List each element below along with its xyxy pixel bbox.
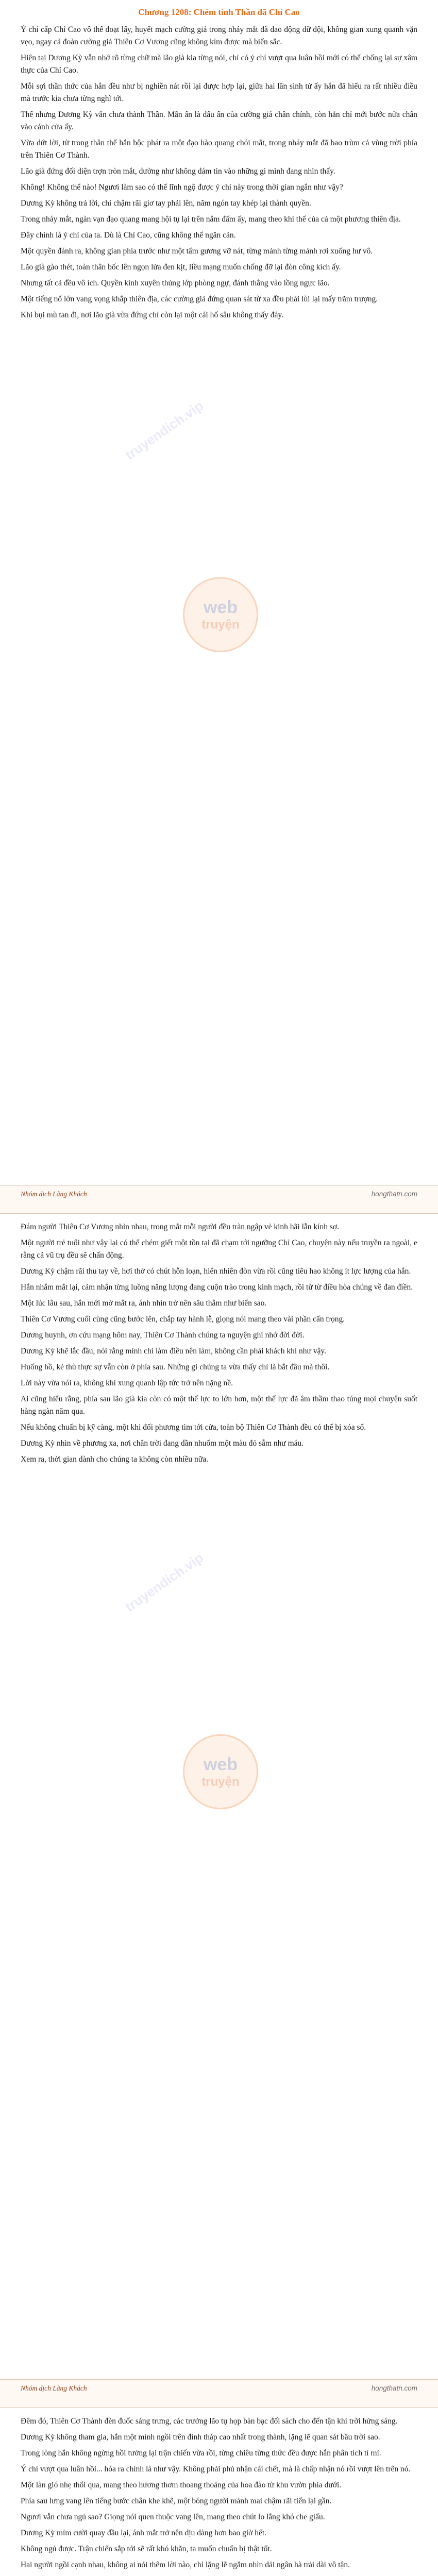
watermark-url: truyendich.vip bbox=[122, 397, 206, 463]
paragraph: Dương Kỳ mỉm cười quay đầu lại, ánh mắt trở nên dịu dàng hơn bao giờ hết. bbox=[21, 2529, 267, 2538]
paragraph: Không! Không thể nào! Ngươi làm sao có thể lĩnh ngộ được ý chí này trong thời gian ngắn như vậy? bbox=[21, 183, 343, 192]
paragraph: Dương huynh, ơn cứu mạng hôm nay, Thiên Cơ Thành chúng ta nguyện ghi nhớ đời đời. bbox=[21, 1331, 305, 1340]
watermark-logo bbox=[183, 1734, 258, 1809]
paragraph: Đám người Thiên Cơ Vương nhìn nhau, trong mắt mỗi người đều tràn ngập vẻ kinh hãi lẫn kính sợ. bbox=[21, 1223, 339, 1231]
paragraph: Nếu không chuẩn bị kỹ càng, một khi đối phương tìm tới cửa, toàn bộ Thiên Cơ Thành đều có thể bị xóa sổ. bbox=[21, 1423, 366, 1432]
paragraph: Một lúc lâu sau, hắn mới mở mắt ra, ánh nhìn trở nên sâu thẳm như biển sao. bbox=[21, 1299, 267, 1308]
paragraph: Phía sau lưng vang lên tiếng bước chân khe khẽ, một bóng người mảnh mai chậm rãi tiến lại gần. bbox=[21, 2497, 332, 2506]
divider-site: hongthatn.com bbox=[371, 2384, 417, 2392]
paragraph: Hai người ngồi cạnh nhau, không ai nói thêm lời nào, chỉ lặng lẽ ngắm nhìn dải ngân hà trải dài vô tận. bbox=[21, 2561, 350, 2570]
paragraph: Lão già đứng đối diện trợn tròn mắt, dường như không dám tin vào những gì mình đang nhìn thấy. bbox=[21, 167, 335, 176]
content-block-1 bbox=[0, 0, 438, 1185]
paragraph: Lời này vừa nói ra, không khí xung quanh lập tức trở nên nặng nề. bbox=[21, 1379, 233, 1388]
section-3 bbox=[21, 2415, 417, 2576]
watermark-text: web bbox=[203, 1754, 238, 1774]
paragraph: Một tiếng nổ lớn vang vọng khắp thiên địa, các cường giả đứng quan sát từ xa đều phải lùi lại mấy trăm trượng. bbox=[21, 295, 378, 304]
paragraph: Dương Kỳ khẽ lắc đầu, nói rằng mình chỉ làm điều nên làm, không cần phải khách khí như vậy. bbox=[21, 1347, 327, 1356]
divider-2 bbox=[0, 2379, 438, 2408]
paragraph: Một người trẻ tuổi như vậy lại có thể chém giết một tồn tại đã chạm tới ngưỡng Chỉ Cao, chuyện này nếu truyền ra ngoài, e rằng cả vũ trụ đều sẽ chấn động. bbox=[21, 1239, 417, 1260]
divider-site: hongthatn.com bbox=[371, 1190, 417, 1198]
divider-group-name: Nhóm dịch Lãng Khách bbox=[21, 1190, 87, 1198]
paragraph: Xem ra, thời gian dành cho chúng ta không còn nhiều nữa. bbox=[21, 1455, 208, 1464]
paragraph: Ai cũng hiểu rằng, phía sau lão già kia còn có một thế lực to lớn hơn, một thế lực đã âm thầm thao túng mọi chuyện suốt hàng ngàn năm qua. bbox=[21, 1395, 417, 1416]
section-1 bbox=[21, 24, 417, 321]
paragraph: Một làn gió nhẹ thổi qua, mang theo hương thơm thoang thoảng của hoa đào từ khu vườn phía dưới. bbox=[21, 2481, 342, 2490]
paragraph: Hắn nhắm mắt lại, cảm nhận từng luồng năng lượng đang cuộn trào trong kinh mạch, rồi từ từ điều hòa chúng về đan điền. bbox=[21, 1283, 413, 1292]
paragraph: Thế nhưng Dương Kỳ vẫn chưa thành Thần. Mẫn ấn là dấu ấn của cường giả chân chính, còn hắn chỉ mới bước nửa chân vào cánh cửa ấy. bbox=[21, 110, 417, 132]
paragraph: Ý chí vượt qua luân hồi... hóa ra chính là như vậy. Không phải phủ nhận cái chết, mà là chấp nhận nó rồi vượt lên trên nó. bbox=[21, 2465, 411, 2474]
paragraph: Vừa dứt lời, từ trong thân thể hắn bộc phát ra một đạo hào quang chói mắt, trong nháy mắt đã bao trùm cả vùng trời phía trên Thiên Cơ Thành. bbox=[21, 139, 417, 160]
paragraph: Trong lòng hắn không ngừng hồi tưởng lại trận chiến vừa rồi, từng chiêu từng thức đều được hắn phân tích tỉ mỉ. bbox=[21, 2449, 381, 2458]
watermark-logo bbox=[183, 577, 258, 652]
divider-group-name: Nhóm dịch Lãng Khách bbox=[21, 2384, 87, 2392]
watermark-text: truyện bbox=[201, 617, 240, 632]
paragraph: Hiện tại Dương Kỳ vẫn nhớ rõ từng chữ mà lão già kia từng nói, chỉ có ý chí vượt qua luân hồi mới có thể chống lại sự xâm thực của Chỉ Cao. bbox=[21, 54, 417, 75]
paragraph: Một quyền đánh ra, không gian phía trước như một tấm gương vỡ nát, từng mảnh từng mảnh rơi xuống hư vô. bbox=[21, 247, 373, 256]
paragraph: Không ngủ được. Trận chiến sắp tới sẽ rất khó khăn, ta muốn chuẩn bị thật tốt. bbox=[21, 2545, 272, 2554]
chapter-title: Chương 1208: Chém tỉnh Thần đã Chỉ Cao bbox=[138, 7, 300, 17]
content-block-3 bbox=[0, 2408, 438, 2576]
watermark-text: truyện bbox=[201, 1774, 240, 1789]
paragraph: Dương Kỳ không trả lời, chỉ chậm rãi giơ tay phải lên, năm ngón tay khép lại thành quyền. bbox=[21, 199, 311, 208]
paragraph: Trong nháy mắt, ngàn vạn đạo quang mang hội tụ lại trên nắm đấm ấy, mang theo khí thế của cả một phương thiên địa. bbox=[21, 215, 401, 224]
watermark-url: truyendich.vip bbox=[122, 1549, 206, 1615]
paragraph: Đây chính là ý chí của ta. Dù là Chỉ Cao, cũng không thể ngăn cản. bbox=[21, 231, 236, 240]
content-block-2 bbox=[0, 1214, 438, 2379]
paragraph: Khi bụi mù tan đi, nơi lão già vừa đứng chỉ còn lại một cái hố sâu không thấy đáy. bbox=[21, 311, 283, 320]
paragraph: Dương Kỳ nhìn về phương xa, nơi chân trời đang dần nhuốm một màu đỏ sẫm như máu. bbox=[21, 1439, 304, 1448]
paragraph: Lão già gào thét, toàn thân bốc lên ngọn lửa đen kịt, liều mạng muốn chống đỡ lại đòn công kích ấy. bbox=[21, 263, 341, 272]
watermark-text: web bbox=[203, 597, 238, 617]
paragraph: Thiên Cơ Vương cuối cùng cũng bước lên, chắp tay hành lễ, giọng nói mang theo vài phần cẩn trọng. bbox=[21, 1315, 345, 1324]
paragraph: Dương Kỳ không tham gia, hắn một mình ngồi trên đỉnh tháp cao nhất trong thành, lặng lẽ quan sát bầu trời sao. bbox=[21, 2433, 380, 2442]
paragraph: Dương Kỳ chậm rãi thu tay về, hơi thở có chút hỗn loạn, hiển nhiên đòn vừa rồi cũng tiêu hao không ít lực lượng của hắn. bbox=[21, 1267, 411, 1276]
divider-1 bbox=[0, 1185, 438, 1214]
paragraph: Đêm đó, Thiên Cơ Thành đèn đuốc sáng trưng, các trưởng lão tụ họp bàn bạc đối sách cho đến tận khi trời hửng sáng. bbox=[21, 2417, 398, 2426]
section-2 bbox=[21, 1221, 417, 1466]
paragraph: Ý chí cấp Chỉ Cao vô thể đoạt lấy, huyết mạch cường giả trong nháy mắt đã dao động dữ dội, không gian xung quanh vặn vẹo, ngay cả đoàn cường giả Thiên Cơ Vương cũng không kìm được mà biến sắc. bbox=[21, 25, 417, 47]
paragraph: Huống hồ, kẻ thù thực sự vẫn còn ở phía sau. Những gì chúng ta vừa thấy chỉ là bắt đầu mà thôi. bbox=[21, 1363, 330, 1372]
paragraph: Nhưng tất cả đều vô ích. Quyền kình xuyên thủng lớp phòng ngự, đánh thẳng vào lồng ngực lão. bbox=[21, 279, 330, 288]
paragraph: Ngươi vẫn chưa ngủ sao? Giọng nói quen thuộc vang lên, mang theo chút lo lắng khó che giấu. bbox=[21, 2513, 325, 2522]
paragraph: Mỗi sợi thần thức của hắn đều như bị nghiền nát rồi lại được hợp lại, giữa hai lần sinh tử ấy hắn đã hiểu ra rất nhiều điều mà trước kia chưa từng nghĩ tới. bbox=[21, 82, 417, 104]
